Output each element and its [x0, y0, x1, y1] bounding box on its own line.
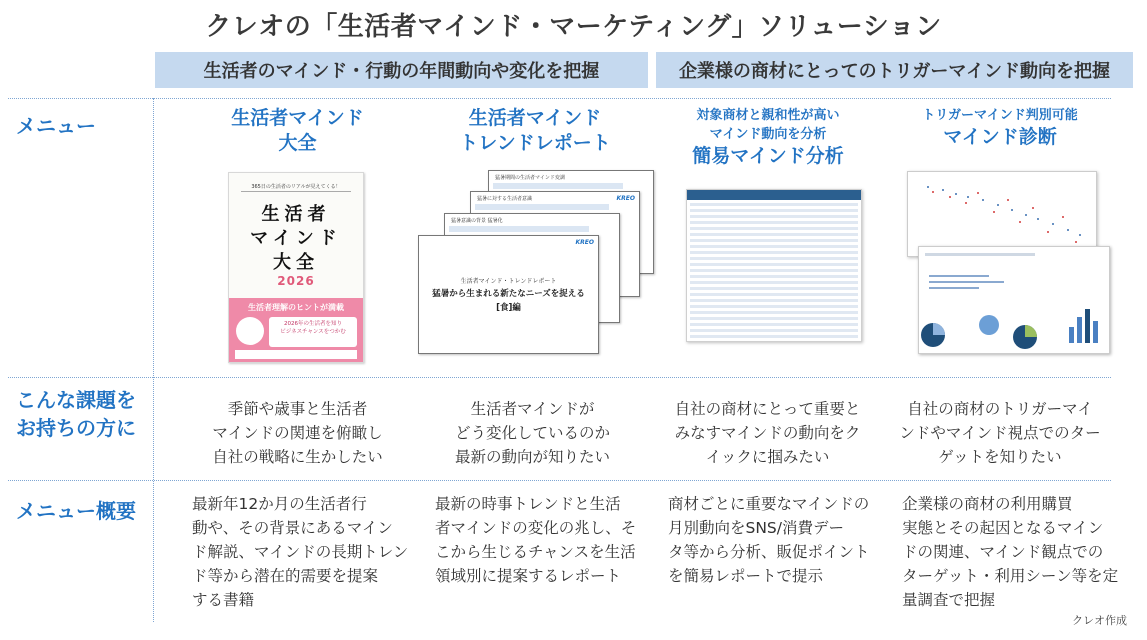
menu-title-line: 生活者マインド	[231, 107, 364, 129]
row-label-problem-line2: お持ちの方に	[16, 416, 136, 440]
source-credit: クレオ作成	[1072, 614, 1127, 627]
table-header-bar	[687, 190, 861, 200]
menu-subtitle-line: マインド動向を分析	[709, 127, 827, 142]
book-title-line: 生活者	[261, 204, 331, 225]
diagnosis-report-image	[918, 246, 1110, 354]
report-sheet-front	[418, 235, 599, 354]
problem-line: 自社の商材のトリガーマイ	[907, 400, 1093, 418]
overview-line: を簡易レポートで提示	[668, 567, 824, 585]
scatter-plot	[908, 172, 1097, 257]
report-front-subtitle: 生活者マインド・トレンドレポート	[460, 278, 557, 285]
overview-line: 領域別に提案するレポート	[435, 567, 622, 585]
menu-title-line: 簡易マインド分析	[692, 145, 844, 167]
report-sheet-bar	[475, 204, 609, 210]
book-title-line: マインド	[250, 228, 342, 249]
table-grid	[690, 203, 858, 338]
problem-line: 生活者マインドが	[470, 400, 595, 418]
report-sheet-header: 猛暑期間の生活者マインド変調	[495, 175, 565, 181]
diagnosis-scatter-image	[907, 171, 1097, 257]
menu-title-mind-encyclopedia	[205, 106, 390, 156]
kreo-logo: KREO	[616, 195, 635, 202]
menu-subtitle-line: トリガーマインド判別可能	[922, 108, 1078, 123]
problem-line: ンドやマインド視点でのター	[899, 424, 1101, 442]
overview-line: 量調査で把握	[902, 591, 996, 609]
book-footer-strip	[235, 350, 357, 359]
problem-line: マインドの関連を俯瞰し	[212, 424, 383, 442]
overview-line: する書籍	[192, 591, 255, 609]
problem-line: どう変化しているのか	[454, 424, 610, 442]
row-label-overview: メニュー概要	[16, 499, 136, 523]
menu-subtitle-line: 対象商材と親和性が高い	[696, 108, 840, 123]
problem-line: イックに掴みたい	[705, 448, 830, 466]
report-sheet-header: 猛暑意識の背景 猛暑化	[451, 218, 503, 224]
menu-title-simple-analysis	[668, 106, 868, 169]
overview-line: 月別動向をSNS/消費デー	[668, 519, 844, 537]
book-banner: 生活者理解のヒントが満載	[248, 303, 344, 312]
row-label-problem-line1: こんな課題を	[16, 388, 136, 412]
report-front-title: [食]編	[496, 303, 521, 313]
row-label-menu: メニュー	[16, 114, 96, 138]
book-box-line: ビジネスチャンスをつかむ	[280, 329, 346, 335]
page-title: クレオの「生活者マインド・マーケティング」ソリューション	[205, 12, 942, 42]
menu-title-line: 生活者マインド	[468, 107, 602, 129]
book-box	[269, 317, 357, 347]
overview-line: 企業様の商材の利用購買	[902, 495, 1073, 513]
book-badge	[236, 317, 264, 345]
row-label-problem	[16, 386, 136, 442]
problem-line: 自社の戦略に生かしたい	[212, 448, 383, 466]
divider-vertical	[153, 98, 154, 622]
problem-cell-3	[660, 397, 875, 469]
overview-line: ド等から潜在的需要を提案	[192, 567, 379, 585]
overview-line: 実態とその起因となるマイン	[902, 519, 1104, 537]
overview-cell-4	[902, 492, 1127, 612]
diagnosis-charts	[919, 247, 1110, 354]
book-box-line: 2026年の生活者を知り	[284, 321, 342, 327]
overview-line: 商材ごとに重要なマインドの	[668, 495, 870, 513]
overview-line: タ等から分析、販促ポイント	[668, 543, 870, 561]
report-front-title: 猛暑から生まれる新たなニーズを捉える	[432, 289, 585, 299]
book-rule	[241, 191, 351, 192]
overview-line: 最新年12か月の生活者行	[192, 495, 367, 513]
problem-line: 自社の商材にとって重要と	[674, 400, 861, 418]
problem-cell-4	[890, 397, 1110, 469]
divider-lower	[8, 480, 1111, 481]
report-sheet-bar	[493, 183, 623, 189]
overview-line: こから生じるチャンスを生活	[435, 543, 636, 561]
divider-top	[8, 98, 1111, 99]
analysis-table-image	[686, 189, 862, 342]
menu-title-line: 大全	[278, 132, 317, 154]
kreo-logo: KREO	[575, 239, 594, 246]
band-annual-trends: 生活者のマインド・行動の年間動向や変化を把握	[155, 52, 648, 88]
overview-line: 最新の時事トレンドと生活	[435, 495, 621, 513]
overview-cell-1	[192, 492, 417, 612]
menu-title-line: マインド診断	[943, 126, 1057, 148]
book-cover-image	[228, 172, 364, 363]
problem-line: 季節や歳事と生活者	[227, 400, 368, 418]
menu-title-mind-diagnosis	[900, 106, 1100, 150]
problem-line: ゲットを知りたい	[938, 448, 1062, 466]
divider-middle	[8, 377, 1111, 378]
book-year: 2026	[277, 274, 315, 288]
book-top-text: 365日の生活者のリアルが見えてくる！	[251, 184, 341, 190]
book-title-line: 大全	[273, 252, 319, 273]
book-pink-panel	[229, 298, 363, 363]
overview-cell-3	[668, 492, 888, 588]
overview-line: 動や、その背景にあるマイン	[192, 519, 393, 537]
band-trigger-mind: 企業様の商材にとってのトリガーマインド動向を把握	[656, 52, 1133, 88]
problem-line: みなすマインドの動向をク	[674, 424, 861, 442]
overview-cell-2	[435, 492, 655, 588]
menu-title-trend-report	[440, 106, 630, 156]
report-sheet-header: 猛暑に対する生活者意識	[477, 196, 533, 202]
overview-line: ドの関連、マインド観点での	[902, 543, 1104, 561]
problem-cell-2	[425, 397, 640, 469]
overview-line: ターゲット・利用シーン等を定	[902, 567, 1119, 585]
problem-cell-1	[190, 397, 405, 469]
problem-line: 最新の動向が知りたい	[454, 448, 610, 466]
overview-line: ド解説、マインドの長期トレン	[192, 543, 409, 561]
report-sheet-bar	[449, 226, 589, 232]
menu-title-line: トレンドレポート	[459, 132, 611, 154]
overview-line: 者マインドの変化の兆し、そ	[435, 519, 637, 537]
